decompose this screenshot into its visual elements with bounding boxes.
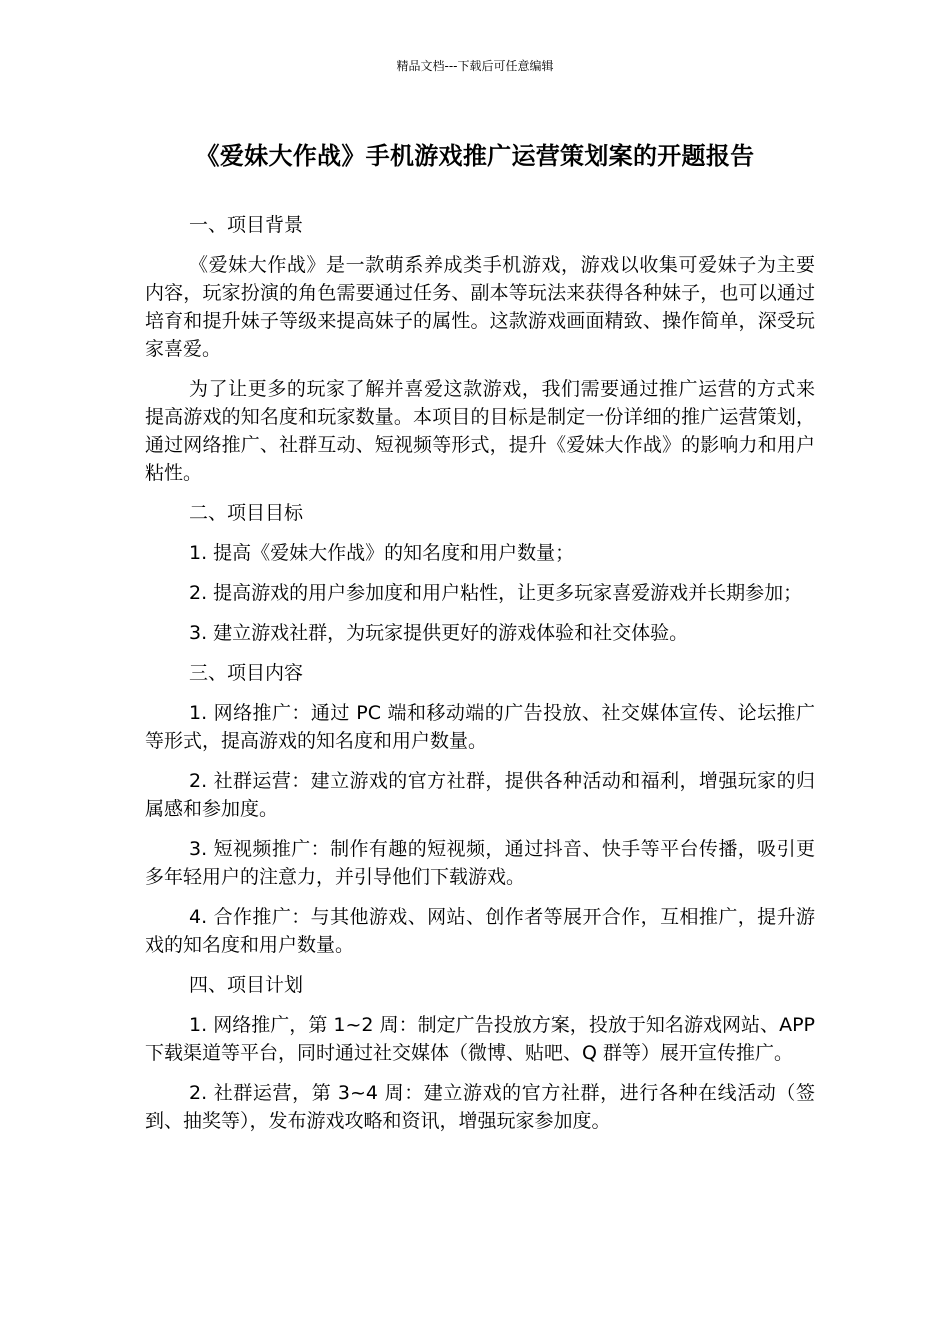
- section-heading-background: 一、项目背景: [189, 214, 304, 236]
- list-item: 1. 网络推广，第 1~2 周：制定广告投放方案，投放于知名游戏网站、APP 下载渠道等平台，同时通过社交媒体（微博、贴吧、Q 群等）展开宣传推广。: [145, 1014, 815, 1064]
- list-item: 3. 建立游戏社群，为玩家提供更好的游戏体验和社交体验。: [189, 622, 689, 644]
- section-heading-content: 三、项目内容: [189, 662, 304, 684]
- document-title: 《爱妹大作战》手机游戏推广运营策划案的开题报告: [195, 142, 755, 170]
- page-header: 精品文档---下载后可任意编辑: [396, 59, 554, 73]
- paragraph: 为了让更多的玩家了解并喜爱这款游戏，我们需要通过推广运营的方式来提高游戏的知名度和玩家数量。本项目的目标是制定一份详细的推广运营策划，通过网络推广、社群互动、短视频等形式，提升《爱妹大作战》的影响力和用户粘性。: [145, 378, 815, 484]
- list-item: 2. 社群运营，第 3~4 周：建立游戏的官方社群，进行各种在线活动（签到、抽奖等），发布游戏攻略和资讯，增强玩家参加度。: [145, 1082, 815, 1132]
- list-item: 1. 提高《爱妹大作战》的知名度和用户数量；: [189, 542, 575, 564]
- list-item: 1. 网络推广：通过 PC 端和移动端的广告投放、社交媒体宣传、论坛推广等形式，提高游戏的知名度和用户数量。: [145, 702, 815, 752]
- list-item: 4. 合作推广：与其他游戏、网站、创作者等展开合作，互相推广，提升游戏的知名度和用户数量。: [145, 906, 815, 956]
- list-item: 2. 社群运营：建立游戏的官方社群，提供各种活动和福利，增强玩家的归属感和参加度。: [145, 770, 815, 820]
- list-item: 3. 短视频推广：制作有趣的短视频，通过抖音、快手等平台传播，吸引更多年轻用户的注意力，并引导他们下载游戏。: [145, 838, 815, 888]
- list-item: 2. 提高游戏的用户参加度和用户粘性，让更多玩家喜爱游戏并长期参加；: [189, 582, 803, 604]
- section-heading-plan: 四、项目计划: [189, 974, 304, 996]
- section-heading-goals: 二、项目目标: [189, 502, 304, 524]
- paragraph: 《爱妹大作战》是一款萌系养成类手机游戏，游戏以收集可爱妹子为主要内容，玩家扮演的角色需要通过任务、副本等玩法来获得各种妹子，也可以通过培育和提升妹子等级来提高妹子的属性。这款游戏画面精致、操作简单，深受玩家喜爱。: [145, 254, 815, 360]
- document-body: [145, 211, 815, 1147]
